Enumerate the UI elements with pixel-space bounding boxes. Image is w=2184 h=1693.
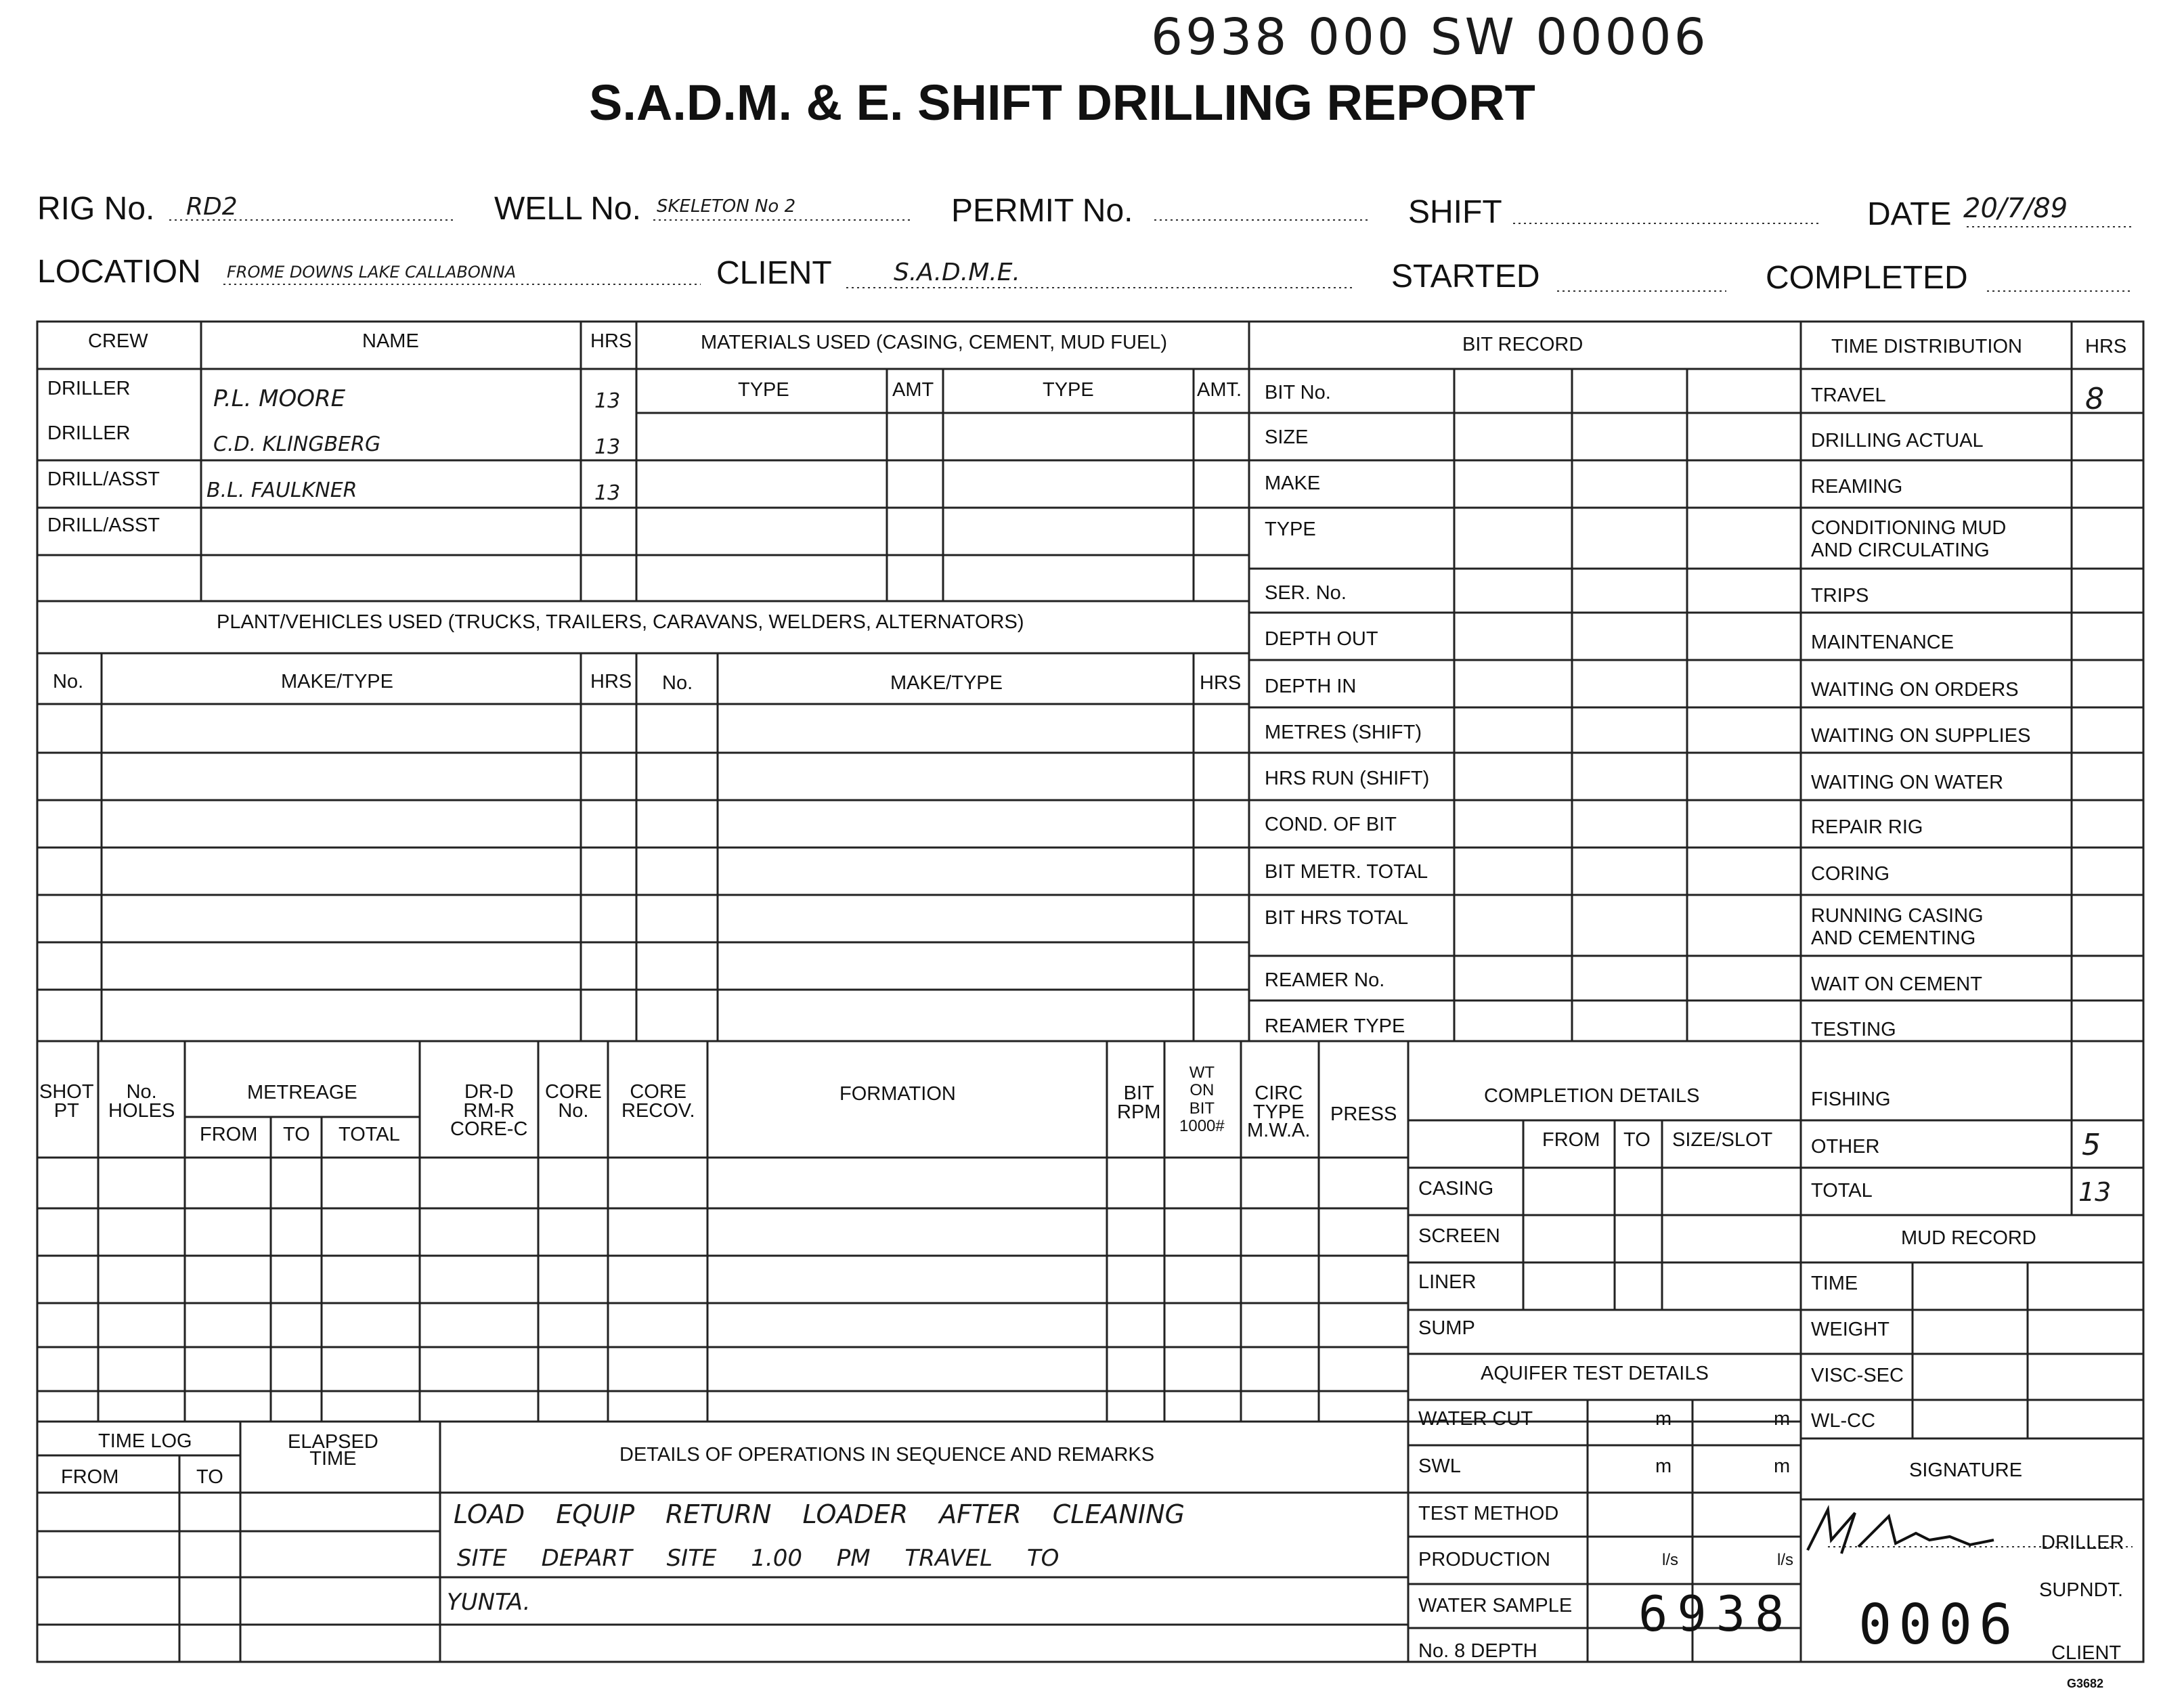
metreage-header: METREAGE [247, 1082, 357, 1103]
time-distribution-hrs: HRS [2085, 336, 2127, 357]
completion-row: LINER [1418, 1271, 1477, 1293]
aquifer-title: AQUIFER TEST DETAILS [1481, 1363, 1709, 1384]
crew-role: DRILL/ASST [47, 468, 160, 490]
td-label: RUNNING CASING AND CEMENTING [1811, 905, 1984, 950]
bit-row-label: COND. OF BIT [1265, 814, 1397, 835]
td-label: OTHER [1811, 1136, 1880, 1158]
mud-row: WL-CC [1811, 1410, 1876, 1432]
crew-hrs: 13 [594, 481, 621, 505]
materials-title: MATERIALS USED (CASING, CEMENT, MUD FUEL) [701, 332, 1168, 353]
rig-value: RD2 [186, 193, 238, 221]
drd-header: DR-D RM-R CORE-C [450, 1081, 528, 1141]
completion-from: FROM [1542, 1129, 1600, 1151]
permit-label: PERMIT No. [951, 193, 1133, 229]
doc-reference: 6938 000 SW 00006 [1151, 8, 1709, 66]
bit-row-label: DEPTH OUT [1265, 628, 1378, 650]
location-value: FROME DOWNS LAKE CALLABONNA [227, 263, 517, 282]
materials-type-1: TYPE [738, 379, 789, 401]
mud-row: VISC-SEC [1811, 1365, 1904, 1386]
circ-type-header: CIRC TYPE M.W.A. [1247, 1082, 1311, 1142]
aquifer-unit-m: m [1655, 1408, 1672, 1430]
crew-role: DRILLER [47, 378, 131, 399]
aquifer-unit-m: m [1655, 1455, 1672, 1477]
td-label: WAIT ON CEMENT [1811, 973, 1982, 995]
core-no-header: CORE No. [545, 1081, 602, 1122]
plant-make-2: MAKE/TYPE [890, 672, 1003, 694]
aquifer-test-method: TEST METHOD [1418, 1503, 1559, 1524]
crew-header: CREW [88, 330, 148, 352]
supndt-label: SUPNDT. [2039, 1579, 2124, 1601]
bit-row-label: METRES (SHIFT) [1265, 722, 1422, 743]
bit-row-label: BIT HRS TOTAL [1265, 907, 1409, 929]
td-value: 13 [2078, 1177, 2112, 1207]
bit-row-label: SIZE [1265, 426, 1309, 448]
aquifer-unit-m: m [1774, 1408, 1791, 1430]
td-label: WAITING ON ORDERS [1811, 679, 2019, 701]
td-label: TESTING [1811, 1019, 1896, 1040]
aquifer-unit-ls: l/s [1662, 1551, 1678, 1569]
details-title: DETAILS OF OPERATIONS IN SEQUENCE AND REMARKS [619, 1444, 1155, 1466]
td-label: TOTAL [1811, 1180, 1873, 1202]
shot-pt-header: SHOT PT [39, 1081, 94, 1122]
materials-amt-1: AMT [892, 379, 934, 401]
metreage-from-header: FROM [200, 1124, 258, 1145]
aquifer-water-sample: WATER SAMPLE [1418, 1595, 1573, 1617]
td-label: TRAVEL [1811, 384, 1886, 406]
completion-row: CASING [1418, 1178, 1494, 1200]
plant-no-1: No. [53, 671, 84, 692]
bit-record-title: BIT RECORD [1462, 334, 1584, 355]
aquifer-unit-m: m [1774, 1455, 1791, 1477]
bit-row-label: DEPTH IN [1265, 676, 1357, 697]
td-label: DRILLING ACTUAL [1811, 430, 1984, 452]
completed-label: COMPLETED [1766, 260, 1968, 296]
completion-size: SIZE/SLOT [1672, 1129, 1773, 1151]
materials-amt-2: AMT. [1197, 379, 1242, 401]
elapsed-time-header: ELAPSED TIME [288, 1431, 378, 1470]
signature-scribble [1808, 1510, 1994, 1554]
plant-make-1: MAKE/TYPE [281, 671, 393, 692]
plant-no-2: No. [662, 672, 693, 694]
crew-name: P.L. MOORE [213, 385, 346, 412]
bit-row-label: BIT No. [1265, 382, 1331, 403]
crew-role: DRILL/ASST [47, 514, 160, 536]
td-value: 8 [2085, 382, 2104, 416]
signature-title: SIGNATURE [1909, 1459, 2023, 1481]
plant-hrs-1: HRS [590, 671, 632, 692]
metreage-to-header: TO [283, 1124, 310, 1145]
td-label: WAITING ON WATER [1811, 772, 2004, 793]
remarks-line: LOAD EQUIP RETURN LOADER AFTER CLEANING [454, 1499, 1185, 1529]
aquifer-water-cut: WATER CUT [1418, 1408, 1533, 1430]
bit-rpm-header: BIT RPM [1117, 1082, 1161, 1123]
mud-row: TIME [1811, 1273, 1858, 1294]
td-label: TRIPS [1811, 585, 1869, 607]
td-label: WAITING ON SUPPLIES [1811, 725, 2031, 747]
td-label: REPAIR RIG [1811, 816, 1923, 838]
completion-row: SCREEN [1418, 1225, 1500, 1247]
crew-role: DRILLER [47, 422, 131, 444]
time-distribution-title: TIME DISTRIBUTION [1831, 336, 2022, 357]
core-recov-header: CORE RECOV. [621, 1081, 695, 1122]
started-label: STARTED [1391, 259, 1540, 294]
rig-label: RIG No. [37, 191, 155, 227]
date-value: 20/7/89 [1963, 193, 2068, 224]
completion-title: COMPLETION DETAILS [1484, 1085, 1700, 1107]
wt-on-bit-header: WT ON BIT 1000# [1179, 1063, 1225, 1136]
completion-to: TO [1623, 1129, 1651, 1151]
td-label: FISHING [1811, 1089, 1891, 1110]
shift-label: SHIFT [1408, 194, 1502, 230]
aquifer-unit-ls: l/s [1777, 1551, 1793, 1569]
mud-row: WEIGHT [1811, 1319, 1890, 1340]
td-label: CORING [1811, 863, 1890, 885]
page-title: S.A.D.M. & E. SHIFT DRILLING REPORT [589, 74, 1535, 131]
plant-title: PLANT/VEHICLES USED (TRUCKS, TRAILERS, CARAVANS, WELDERS, ALTERNATORS) [217, 611, 1024, 633]
metreage-total-header: TOTAL [338, 1124, 400, 1145]
time-log-title: TIME LOG [98, 1430, 192, 1452]
press-header: PRESS [1330, 1103, 1397, 1125]
crew-name: C.D. KLINGBERG [213, 433, 381, 456]
aquifer-depth: No. 8 DEPTH [1418, 1640, 1537, 1662]
client-label: CLIENT [716, 255, 832, 291]
formation-header: FORMATION [839, 1083, 956, 1105]
well-label: WELL No. [494, 191, 641, 227]
aquifer-swl: SWL [1418, 1455, 1461, 1477]
remarks-line: YUNTA. [447, 1589, 531, 1616]
driller-label: DRILLER [2041, 1532, 2124, 1554]
crew-hrs: 13 [594, 389, 621, 413]
crew-hrs-header: HRS [590, 330, 632, 352]
aquifer-production: PRODUCTION [1418, 1549, 1550, 1570]
stamp-number-right: 0006 [1858, 1593, 2019, 1657]
form-code: G3682 [2067, 1677, 2104, 1690]
time-log-to: TO [196, 1466, 223, 1488]
crew-name: B.L. FAULKNER [206, 479, 357, 502]
bit-row-label: TYPE [1265, 519, 1316, 540]
mud-record-title: MUD RECORD [1901, 1227, 2036, 1249]
no-holes-header: No. HOLES [108, 1081, 175, 1122]
td-label: MAINTENANCE [1811, 632, 1954, 653]
client-value: S.A.D.M.E. [894, 259, 1020, 286]
td-value: 5 [2082, 1128, 2101, 1162]
completion-row: SUMP [1418, 1317, 1475, 1339]
client-sign-label: CLIENT [2051, 1642, 2122, 1664]
td-label: CONDITIONING MUD AND CIRCULATING [1811, 517, 2007, 562]
name-header: NAME [362, 330, 419, 352]
well-value: SKELETON No 2 [657, 196, 796, 217]
plant-hrs-2: HRS [1200, 672, 1242, 694]
bit-row-label: MAKE [1265, 472, 1321, 494]
bit-row-label: REAMER TYPE [1265, 1015, 1405, 1037]
stamp-number-left: 6938 [1638, 1585, 1794, 1642]
time-log-from: FROM [61, 1466, 119, 1488]
bit-row-label: BIT METR. TOTAL [1265, 861, 1428, 883]
location-label: LOCATION [37, 254, 201, 290]
bit-row-label: HRS RUN (SHIFT) [1265, 768, 1430, 789]
materials-type-2: TYPE [1043, 379, 1094, 401]
bit-row-label: SER. No. [1265, 582, 1347, 604]
bit-row-label: REAMER No. [1265, 969, 1385, 991]
crew-hrs: 13 [594, 435, 621, 459]
date-label: DATE [1867, 196, 1952, 232]
td-label: REAMING [1811, 476, 1903, 498]
remarks-line: SITE DEPART SITE 1.00 PM TRAVEL TO [457, 1545, 1060, 1572]
